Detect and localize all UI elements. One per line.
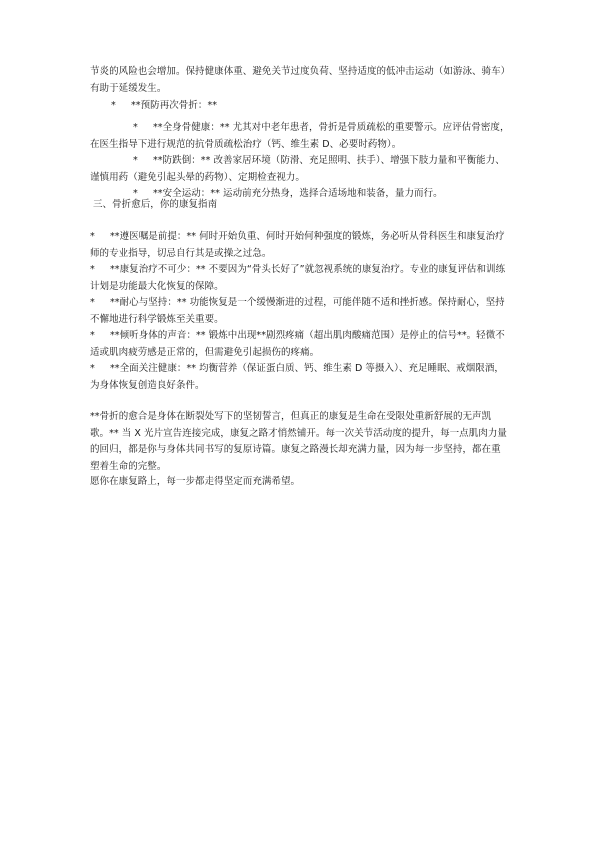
final-line: 愿你在康复路上，每一步都走得坚定而充满希望。 [90, 476, 301, 487]
guide-item [90, 229, 510, 262]
guide-item [90, 361, 510, 394]
closing-paragraph: **骨折的愈合是身体在断裂处写下的坚韧誓言，但真正的康复是生命在受限处重新舒展的无声凯歌。** 当 X 光片宣告连接完成，康复之路才悄然铺开。每一次关节活动度的提升，每一点肌肉力量的回归，都是你与身体共同书写的复原诗篇。康复之路漫长却充满力量，因为每一步坚持，都在重塑着生命的完整。 [90, 411, 507, 472]
bullet-marker: * [90, 264, 95, 275]
bullet-marker: * [111, 100, 116, 111]
bullet-marker: * [90, 297, 95, 308]
guide-item-text: **遵医嘱是前提：** 何时开始负重、何时开始何种强度的锻炼，务必听从骨科医生和康复治疗师的专业指导，切忌自行其是或操之过急。 [90, 231, 505, 259]
prevent-item-text: **安全运动：** 运动前充分热身，选择合适场地和装备，量力而行。 [153, 188, 443, 199]
prevent-heading-line [111, 98, 510, 115]
prevent-item [90, 153, 510, 186]
section-heading: 三、骨折愈后，你的康复指南 [93, 199, 218, 210]
bullet-marker: * [133, 122, 138, 133]
bullet-marker: * [90, 231, 95, 242]
bullet-marker: * [133, 188, 138, 199]
guide-item-text: **倾听身体的声音：** 锻炼中出现**剧烈疼痛（超出肌肉酸痛范围）是停止的信号**。轻微不适或肌肉疲劳感是正常的，但需避免引起损伤的疼痛。 [90, 330, 505, 358]
guide-item [90, 328, 510, 361]
guide-item [90, 295, 510, 328]
prevent-heading: **预防再次骨折：** [131, 100, 218, 111]
prevent-item-text: **防跌倒：** 改善家居环境（防滑、充足照明、扶手）、增强下肢力量和平衡能力、谨慎用药（避免引起头晕的药物）、定期检查视力。 [90, 155, 505, 183]
bullet-marker: * [133, 155, 138, 166]
guide-item [90, 262, 510, 295]
prevent-item-text: **全身骨健康：** 尤其对中老年患者，骨折是骨质疏松的重要警示。应评估骨密度，在医生指导下进行规范的抗骨质疏松治疗（钙、维生素 D、必要时药物）。 [90, 122, 510, 150]
guide-item-text: **全面关注健康：** 均衡营养（保证蛋白质、钙、维生素 D 等摄入）、充足睡眠、戒烟限酒，为身体恢复创造良好条件。 [90, 363, 504, 391]
guide-item-text: **康复治疗不可少：** 不要因为“骨头长好了”就忽视系统的康复治疗。专业的康复评估和训练计划是功能最大化恢复的保障。 [90, 264, 506, 292]
guide-item-text: **耐心与坚持：** 功能恢复是一个缓慢渐进的过程，可能伴随不适和挫折感。保持耐心，坚持不懈地进行科学锻炼至关重要。 [90, 297, 505, 325]
bullet-marker: * [90, 363, 95, 374]
top-paragraph: 节炎的风险也会增加。保持健康体重、避免关节过度负荷、坚持适度的低冲击运动（如游泳、骑车）有助于延缓发生。 [90, 66, 506, 94]
prevent-item [90, 120, 510, 153]
bullet-marker: * [90, 330, 95, 341]
